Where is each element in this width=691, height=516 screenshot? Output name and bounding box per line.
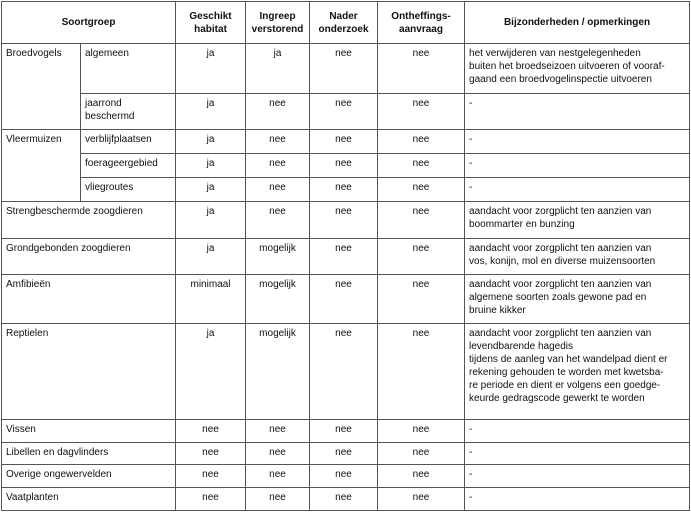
cell-remark: - [465,488,690,511]
cell-remark [465,44,690,94]
cell-ontheffing: nee [378,488,465,511]
cell-ontheffing: nee [378,130,465,154]
cell-habitat: ja [176,154,246,178]
header-nader-onderzoek-line1: Nader [329,10,358,22]
cell-habitat: nee [176,488,246,511]
table-row [2,178,690,202]
cell-onderzoek: nee [310,324,378,420]
cell-onderzoek: nee [310,154,378,178]
table-row [2,324,690,420]
cell-ontheffing: nee [378,443,465,465]
cell-ingreep: nee [246,202,310,239]
cell-ingreep: nee [246,154,310,178]
cell-onderzoek: nee [310,275,378,324]
remark-line: aandacht voor zorgplicht ten aanzien van [469,279,652,290]
cell-ontheffing: nee [378,94,465,130]
cell-habitat: nee [176,443,246,465]
table-row [2,44,690,94]
table-row [2,488,690,511]
cell-habitat: ja [176,202,246,239]
header-ontheffingsaanvraag-line2: aanvraag [399,23,443,35]
cell-ingreep: nee [246,178,310,202]
table-row [2,443,690,465]
remark-line: aandacht voor zorgplicht ten aanzien van [469,328,652,339]
remark-line: het verwijderen van nestgelegenheden [469,48,641,59]
cell-ingreep: nee [246,94,310,130]
remark-line: vos, konijn, mol en diverse muizensoorten [469,256,656,267]
header-ingreep-verstorend-line1: Ingreep [259,10,296,22]
cell-ontheffing: nee [378,420,465,443]
cell-remark [465,202,690,239]
table-row [2,465,690,488]
cell-ontheffing: nee [378,239,465,275]
group-grondgebonden-zoogdieren: Grondgebonden zoogdieren [2,239,176,275]
remark-line: re periode en dient er volgens een goedge- [469,380,661,391]
remark-line: bruine kikker [469,305,526,316]
cell-onderzoek: nee [310,94,378,130]
cell-ingreep: ja [246,44,310,94]
sub-verblijfplaatsen: verblijfplaatsen [81,130,176,154]
cell-ontheffing: nee [378,275,465,324]
cell-ontheffing: nee [378,465,465,488]
header-nader-onderzoek [310,2,378,44]
cell-ingreep: mogelijk [246,275,310,324]
cell-habitat: ja [176,130,246,154]
cell-ingreep: nee [246,420,310,443]
cell-habitat: ja [176,44,246,94]
species-table [1,1,690,511]
cell-ontheffing: nee [378,202,465,239]
cell-habitat: ja [176,178,246,202]
group-overige-ongewervelden: Overige ongewervelden [2,465,176,488]
remark-line: rekening gehouden te worden met kwetsba- [469,367,664,378]
cell-onderzoek: nee [310,130,378,154]
header-ingreep-verstorend [246,2,310,44]
sub-jaarrond-line1: jaarrond [85,98,122,109]
remark-line: tijdens de aanleg van het wandelpad dient er [469,354,668,365]
cell-onderzoek: nee [310,443,378,465]
header-bijzonderheden: Bijzonderheden / opmerkingen [465,2,690,44]
cell-remark: - [465,465,690,488]
table-row [2,275,690,324]
header-geschikt-habitat-line1: Geschikt [189,10,232,22]
table-row [2,94,690,130]
cell-onderzoek: nee [310,420,378,443]
sub-algemeen: algemeen [81,44,176,94]
remark-line: algemene soorten zoals gewone pad en [469,292,647,303]
table-row [2,420,690,443]
cell-remark: - [465,443,690,465]
sub-jaarrond-line2: beschermd [85,111,135,122]
header-geschikt-habitat [176,2,246,44]
group-vissen: Vissen [2,420,176,443]
group-vaatplanten: Vaatplanten [2,488,176,511]
cell-remark: - [465,420,690,443]
sub-vliegroutes: vliegroutes [81,178,176,202]
cell-habitat: ja [176,324,246,420]
table-row [2,154,690,178]
cell-remark [465,239,690,275]
cell-ontheffing: nee [378,44,465,94]
cell-remark [465,275,690,324]
cell-ingreep: mogelijk [246,239,310,275]
table-row [2,239,690,275]
remark-line: buiten het broedseizoen uitvoeren of vooraf- [469,61,665,72]
group-libellen-dagvlinders: Libellen en dagvlinders [2,443,176,465]
cell-remark: - [465,154,690,178]
cell-habitat: ja [176,239,246,275]
cell-remark: - [465,178,690,202]
cell-habitat: ja [176,94,246,130]
group-amfibieen: Amfibieën [2,275,176,324]
header-nader-onderzoek-line2: onderzoek [318,23,369,35]
cell-habitat: minimaal [176,275,246,324]
table-row [2,130,690,154]
cell-remark: - [465,94,690,130]
group-broedvogels: Broedvogels [2,44,81,130]
cell-remark [465,324,690,420]
remark-line: keurde gedragscode gewerkt te worden [469,393,645,404]
cell-onderzoek: nee [310,239,378,275]
cell-ingreep: nee [246,465,310,488]
cell-ontheffing: nee [378,154,465,178]
remark-line: aandacht voor zorgplicht ten aanzien van [469,243,652,254]
header-row [2,2,690,44]
header-soortgroep: Soortgroep [2,2,176,44]
cell-ingreep: nee [246,130,310,154]
cell-onderzoek: nee [310,202,378,239]
cell-ontheffing: nee [378,324,465,420]
cell-ingreep: nee [246,488,310,511]
cell-habitat: nee [176,420,246,443]
cell-onderzoek: nee [310,178,378,202]
header-ingreep-verstorend-line2: verstorend [251,23,304,35]
sub-jaarrond [81,94,176,130]
group-strengbeschermde-zoogdieren: Strengbeschermde zoogdieren [2,202,176,239]
cell-remark: - [465,130,690,154]
header-geschikt-habitat-line2: habitat [194,23,227,35]
header-ontheffingsaanvraag [378,2,465,44]
remark-line: levendbarende hagedis [469,341,573,352]
cell-onderzoek: nee [310,488,378,511]
remark-line: boommarter en bunzing [469,219,575,230]
cell-onderzoek: nee [310,465,378,488]
remark-line: aandacht voor zorgplicht ten aanzien van [469,206,652,217]
cell-habitat: nee [176,465,246,488]
header-ontheffingsaanvraag-line1: Ontheffings- [391,10,451,22]
sub-foerageergebied: foerageergebied [81,154,176,178]
cell-ontheffing: nee [378,178,465,202]
cell-ingreep: mogelijk [246,324,310,420]
group-reptielen: Reptielen [2,324,176,420]
group-vleermuizen: Vleermuizen [2,130,81,202]
remark-line: gaand een broedvogelinspectie uitvoeren [469,74,652,85]
table-row [2,202,690,239]
cell-onderzoek: nee [310,44,378,94]
cell-ingreep: nee [246,443,310,465]
